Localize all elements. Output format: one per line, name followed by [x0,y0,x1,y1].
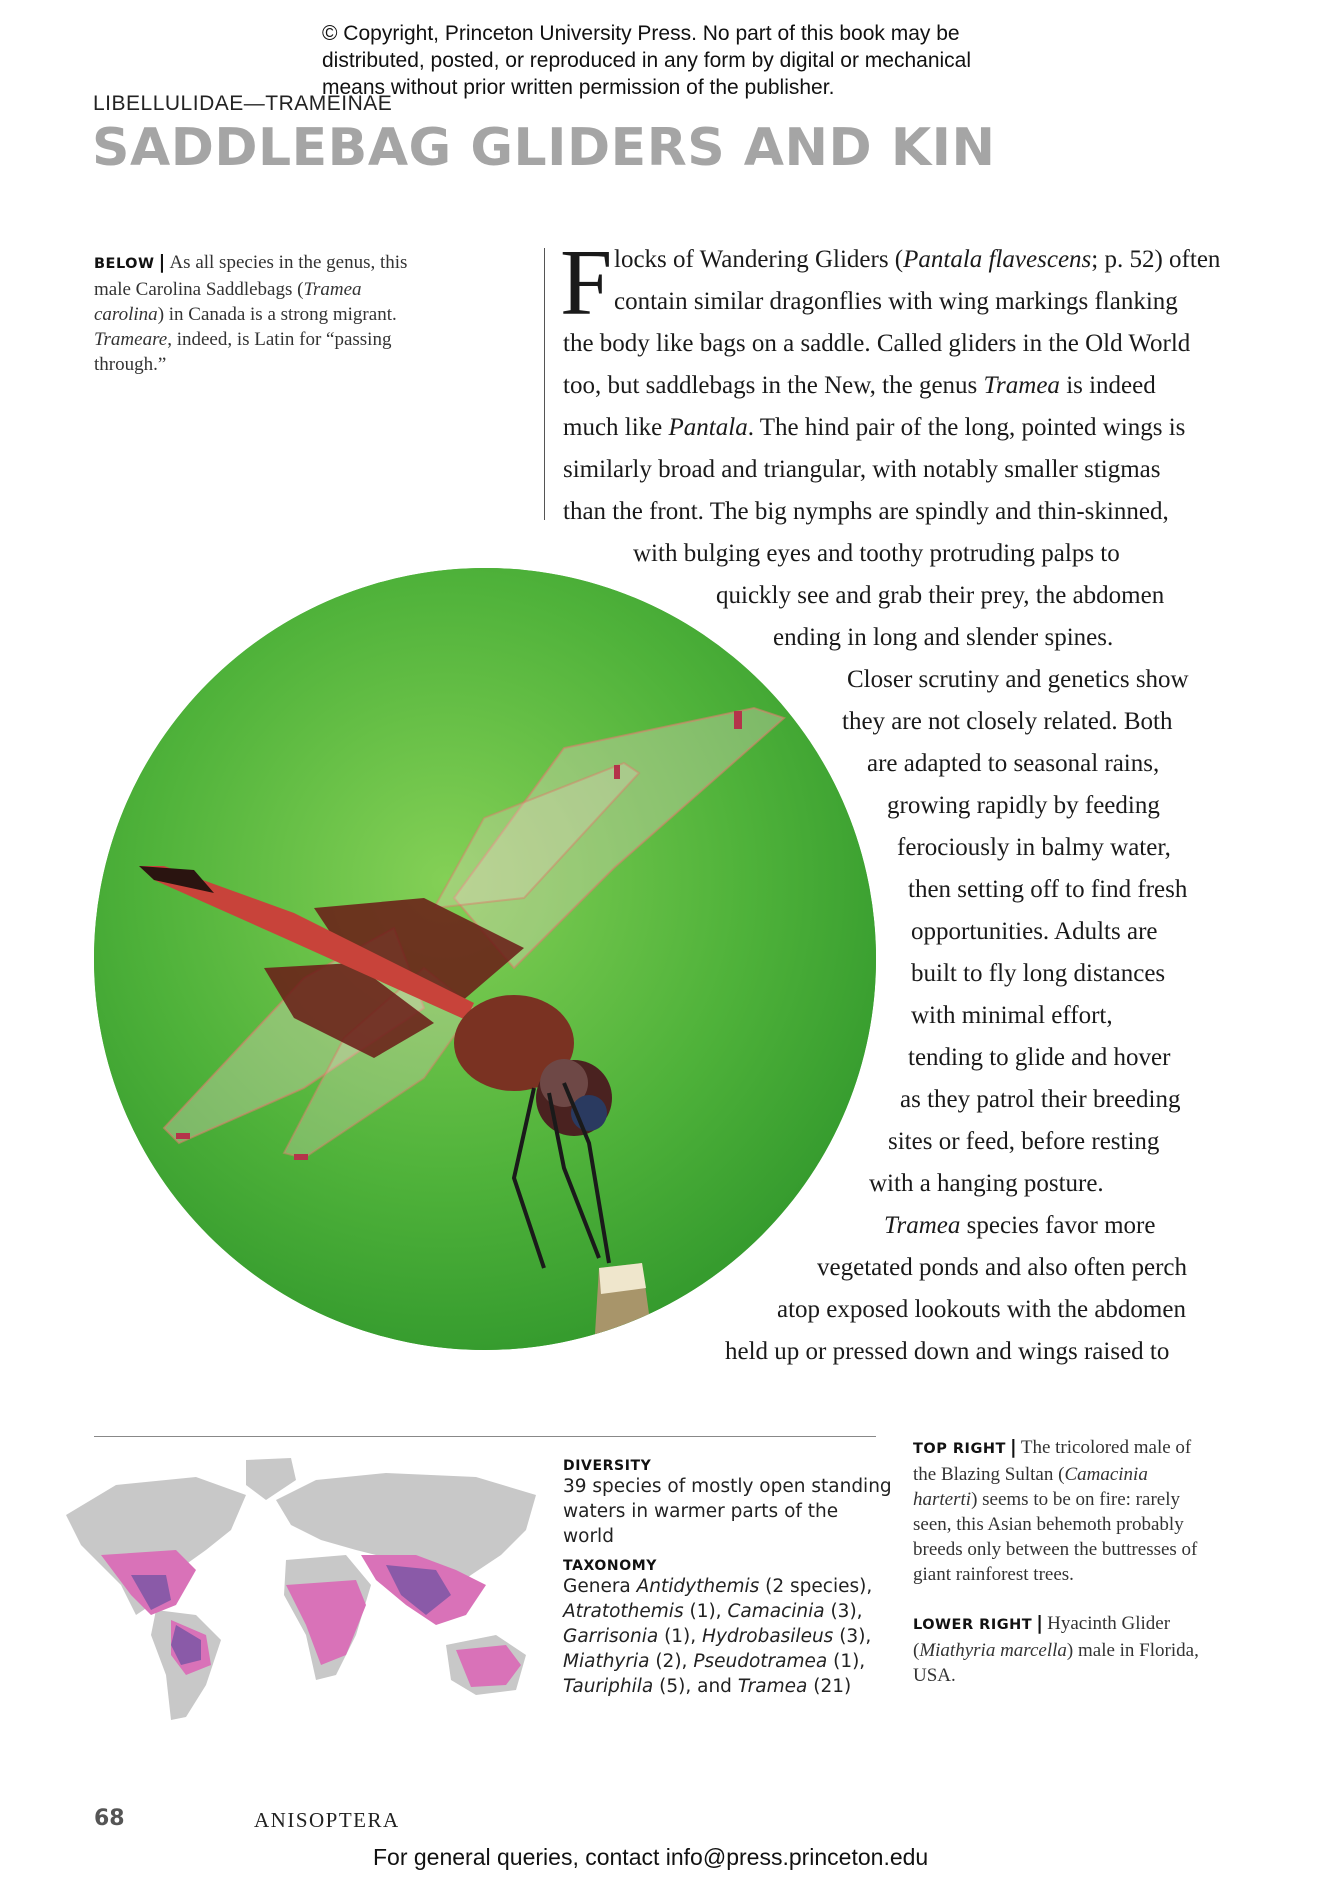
body-line: then setting off to find fresh [908,876,1188,903]
page-title: SADDLEBAG GLIDERS AND KIN [92,118,996,178]
diversity-text: 39 species of mostly open standing waters in warmer parts of the world [563,1476,892,1547]
body-line: the body like bags on a saddle. Called gliders in the Old World [563,330,1191,357]
caption-text: , indeed, is Latin for “passing through.” [94,329,392,375]
body-line: sites or feed, before resting [888,1128,1160,1155]
body-line: vegetated ponds and also often perch [817,1254,1188,1281]
body-line: they are not closely related. Both [842,708,1173,735]
caption-divider: | [158,251,166,273]
body-line: contain similar dragonflies with wing markings flanking [614,288,1178,315]
caption-text: The tricolored male of the Blazing Sultan ( [913,1437,1192,1485]
body-line: Closer scrutiny and genetics show [847,666,1189,693]
body-line: Tramea species favor more [884,1212,1156,1239]
body-line: with bulging eyes and toothy protruding palps to [633,540,1120,567]
body-line: similarly broad and triangular, with notably smaller stigmas [563,456,1161,483]
taxonomy-text: Genera Antidythemis (2 species), Atratothemis (1), Camacinia (3), Garrisonia (1), Hydrobasileus (3), Miathyria (2), Pseudotramea (1), Tauriphila (5), and Tramea (21) [563,1576,873,1697]
caption-tag: LOWER RIGHT [913,1617,1033,1633]
body-line: as they patrol their breeding [900,1086,1181,1113]
body-line: are adapted to seasonal rains, [867,750,1160,777]
diversity-heading: DIVERSITY [563,1458,652,1474]
caption-text: As all species in the genus, this male Carolina Saddlebags ( [94,252,408,300]
taxonomy-heading: TAXONOMY [563,1558,657,1574]
vertical-rule [544,248,545,520]
body-line: ferociously in balmy water, [897,834,1171,861]
copyright-notice [322,20,1042,101]
body-line: tending to glide and hover [908,1044,1171,1071]
page-number: 68 [94,1806,125,1831]
body-line: too, but saddlebags in the New, the genus Tramea is indeed [563,372,1156,399]
body-line: ending in long and slender spines. [773,624,1114,651]
caption-species: Camacinia harterti [913,1464,1148,1510]
dragonfly-photo [94,568,876,1350]
body-line: with minimal effort, [911,1002,1113,1029]
family-label: LIBELLULIDAE—TRAMEINAE [93,92,393,115]
copyright-line: © Copyright, Princeton University Press. No part of this book may be [322,22,960,45]
drop-cap: F [560,231,613,335]
caption-divider: | [1036,1612,1044,1634]
body-line: atop exposed lookouts with the abdomen [777,1296,1186,1323]
copyright-line: means without prior written permission of the publisher. [322,76,835,99]
dragonfly-illustration [94,568,876,1350]
caption-tag: BELOW [94,256,155,272]
caption-text: ) in Canada is a strong migrant. [157,304,397,325]
body-line: held up or pressed down and wings raised to [725,1338,1170,1365]
range-map [56,1455,546,1725]
running-head: ANISOPTERA [254,1808,400,1832]
contact-footer: For general queries, contact info@press.princeton.edu [373,1844,929,1870]
body-line: built to fly long distances [911,960,1166,987]
body-line: quickly see and grab their prey, the abdomen [716,582,1165,609]
caption-text: ) seems to be on fire: rarely seen, this Asian behemoth probably breeds only between the buttresses of giant rainforest trees. [913,1489,1198,1585]
body-line: than the front. The big nymphs are spindly and thin-skinned, [563,498,1169,525]
horizontal-rule [94,1436,876,1437]
caption-top-right [913,1435,1213,1587]
caption-below [94,250,414,377]
caption-divider: | [1009,1436,1017,1458]
copyright-line: distributed, posted, or reproduced in any form by digital or mechanical [322,49,972,72]
body-line: growing rapidly by feeding [887,792,1160,819]
world-map [56,1455,546,1725]
caption-lower-right [913,1611,1213,1688]
body-line: opportunities. Adults are [911,918,1158,945]
caption-word: Trameare [94,329,168,350]
caption-text: ) male in Florida, USA. [913,1640,1199,1686]
body-line: with a hanging posture. [869,1170,1104,1197]
caption-species: Tramea carolina [94,279,362,325]
body-line: locks of Wandering Gliders (Pantala flavescens; p. 52) often [614,246,1221,273]
caption-species: Miathyria marcella [919,1640,1067,1661]
body-line: much like Pantala. The hind pair of the long, pointed wings is [563,414,1186,441]
facts-panel [563,1458,893,1708]
caption-tag: TOP RIGHT [913,1441,1006,1457]
caption-text: Hyacinth Glider ( [913,1613,1171,1661]
